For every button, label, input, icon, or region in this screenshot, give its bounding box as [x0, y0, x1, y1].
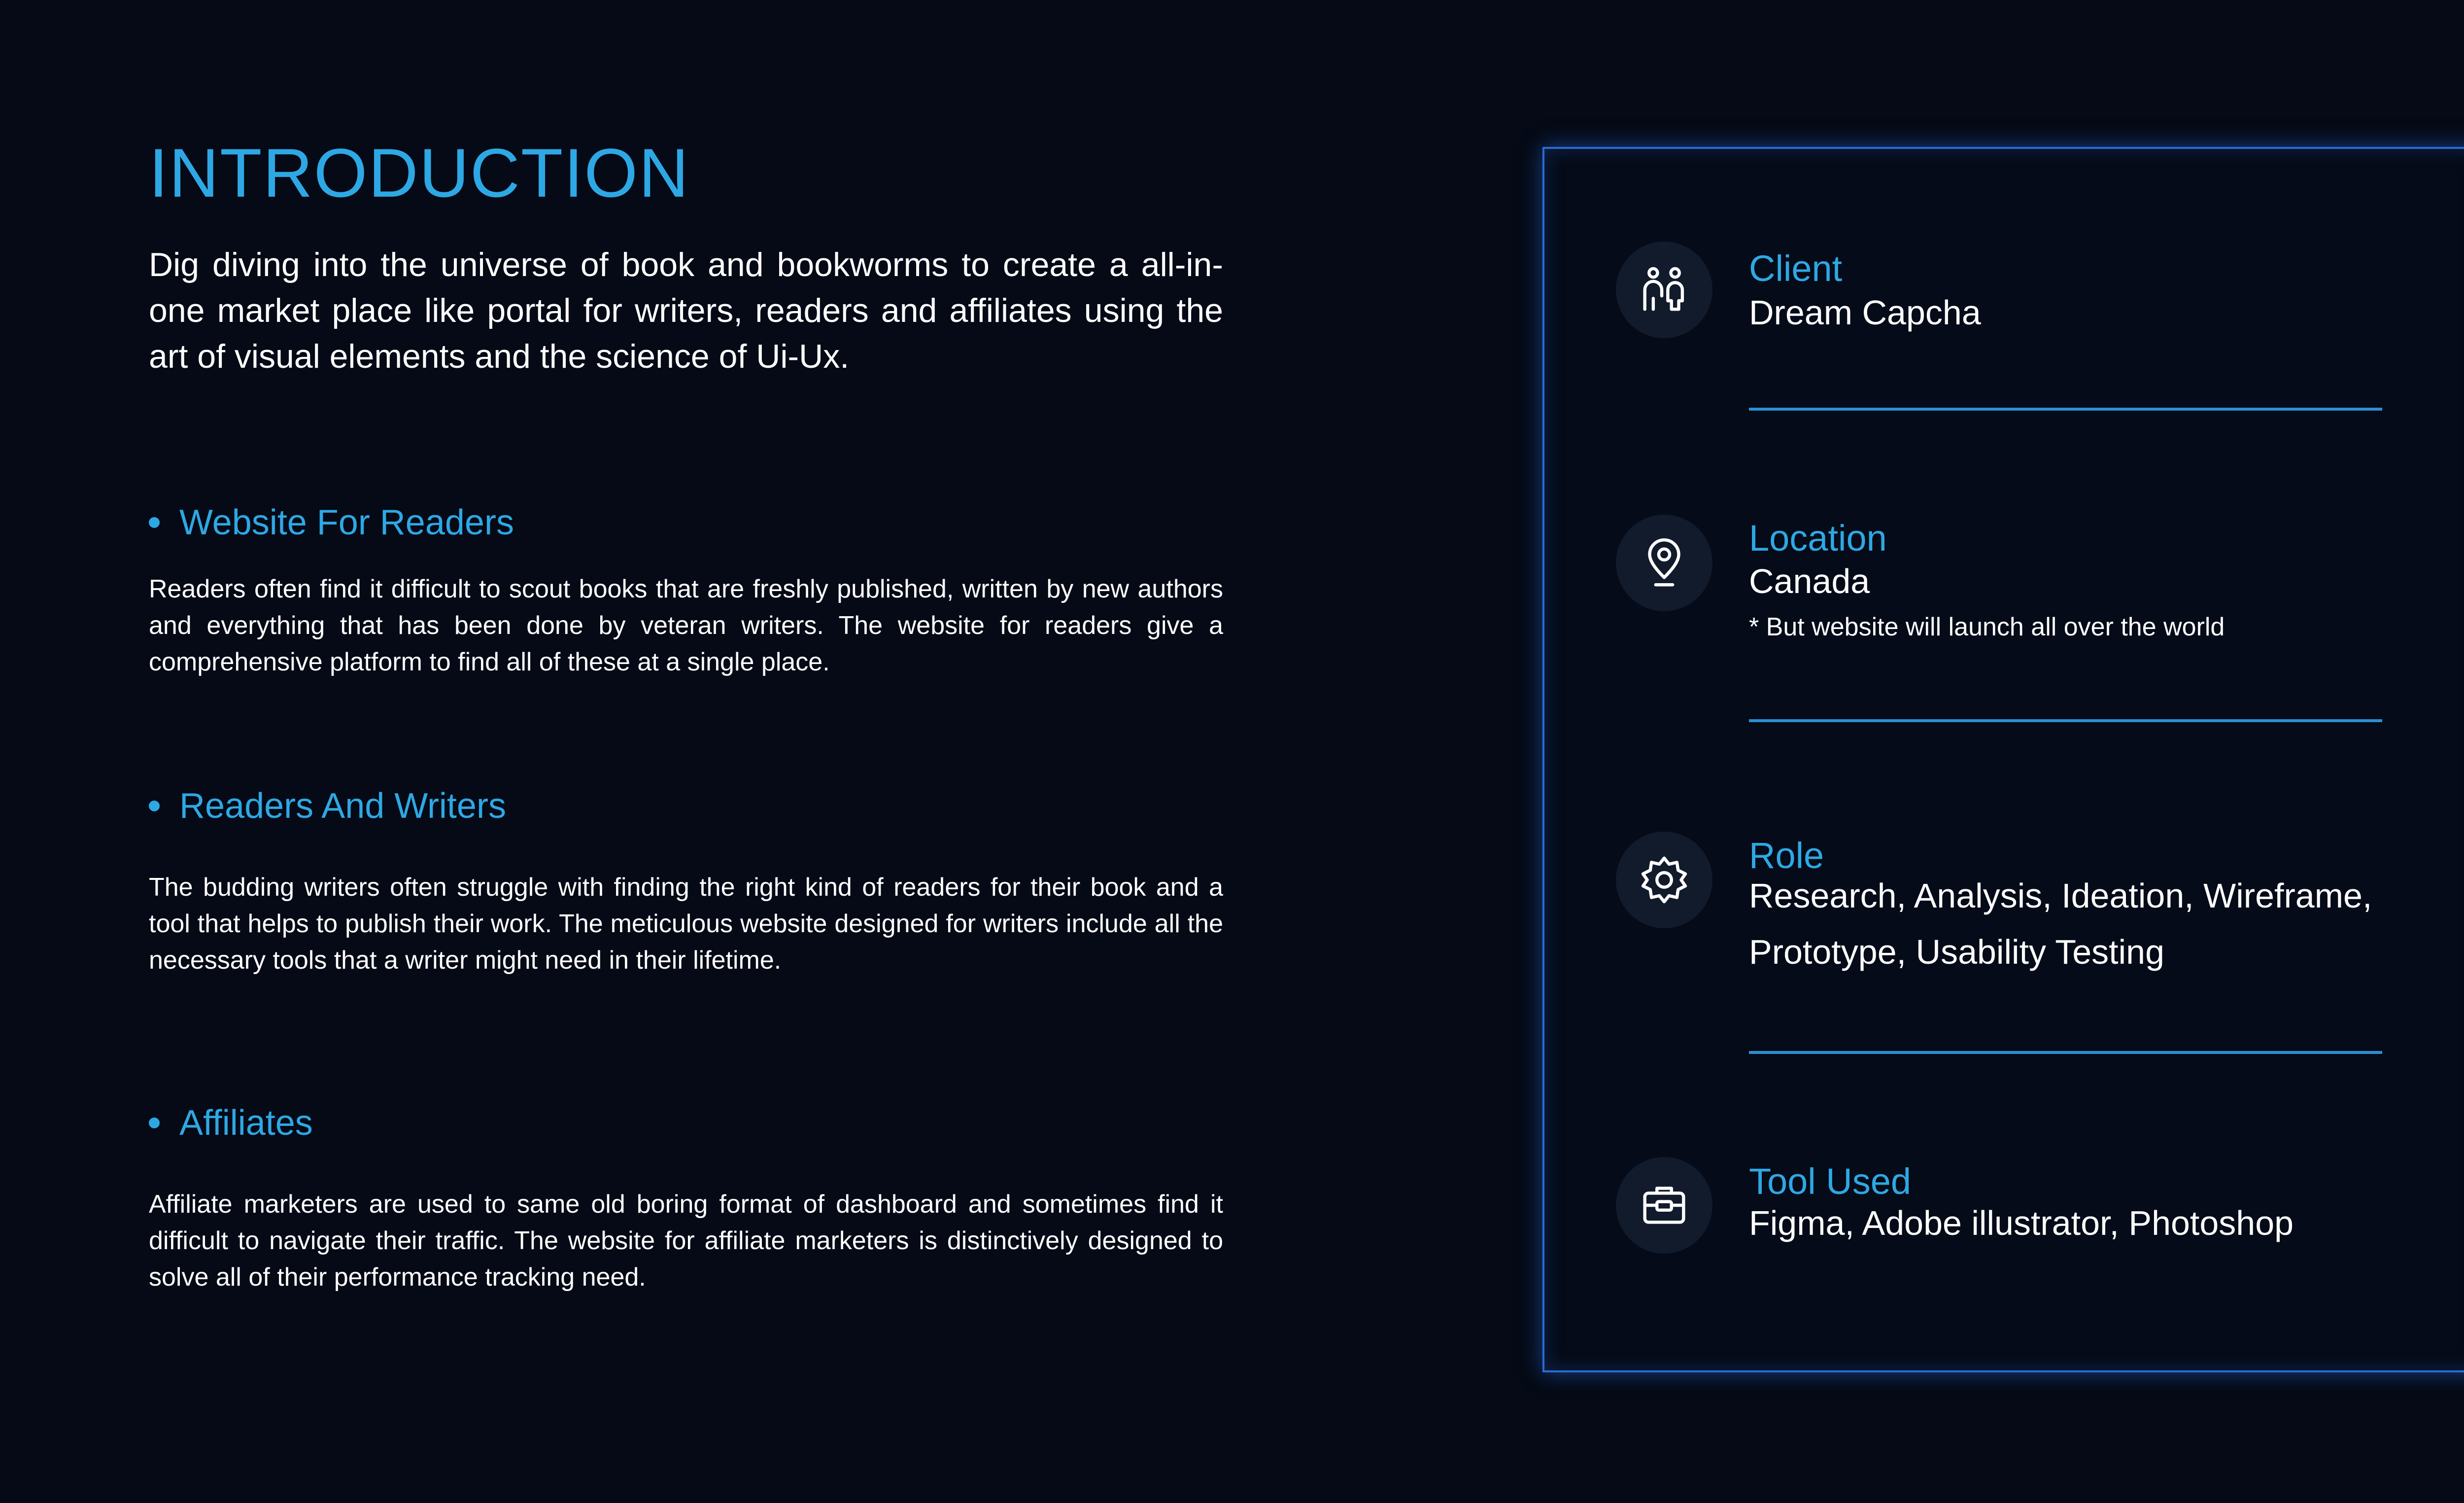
section-heading — [149, 781, 1223, 831]
section-heading — [149, 498, 1223, 547]
location-pin-icon — [1616, 515, 1712, 611]
section-affiliates — [149, 1098, 1223, 1295]
bullet-dot-icon — [149, 1118, 160, 1128]
section-title: Website For Readers — [179, 503, 514, 542]
divider — [1749, 1051, 2382, 1054]
tools-value: Figma, Adobe illustrator, Photoshop — [1749, 1204, 2294, 1242]
client-value: Dream Capcha — [1749, 293, 1981, 332]
tools-label: Tool Used — [1749, 1161, 1912, 1202]
section-title: Affiliates — [179, 1103, 313, 1143]
location-label: Location — [1749, 518, 1887, 559]
section-body: Affiliate marketers are used to same old boring format of dashboard and sometimes find it difficult to navigate their traffic. The website for affiliate marketers is distinctively designed to solve all of their performance tracking need. — [149, 1190, 1223, 1292]
section-readers-and-writers — [149, 781, 1223, 979]
divider — [1749, 719, 2382, 722]
location-note: * But website will launch all over the world — [1749, 613, 2225, 641]
role-value: Research, Analysis, Ideation, Wireframe, Prototype, Usability Testing — [1749, 876, 2372, 971]
intro-lead-text: Dig diving into the universe of book and bookworms to create a all-in-one market place like portal for writers, readers and affiliates using the art of visual elements and the science of Ui-Ux. — [149, 246, 1223, 375]
role-label: Role — [1749, 835, 1824, 876]
project-info-card — [1542, 147, 2464, 1372]
people-icon — [1616, 242, 1712, 338]
introduction-block — [149, 133, 1223, 380]
gear-icon — [1616, 832, 1712, 928]
location-value: Canada — [1749, 562, 1870, 600]
section-body: The budding writers often struggle with finding the right kind of readers for their book and a tool that helps to publish their work. The meticulous website designed for writers include all the necessary tools that a writer might need in their lifetime. — [149, 873, 1223, 975]
section-website-for-readers — [149, 498, 1223, 680]
section-heading — [149, 1098, 1223, 1148]
toolbox-icon — [1616, 1157, 1712, 1254]
client-label: Client — [1749, 248, 1843, 289]
bullet-dot-icon — [149, 517, 160, 528]
divider — [1749, 408, 2382, 411]
section-body: Readers often find it difficult to scout books that are freshly published, written by new authors and everything that has been done by veteran writers. The website for readers give a comprehensive platform to find all of these at a single place. — [149, 575, 1223, 676]
bullet-dot-icon — [149, 801, 160, 811]
page-title: INTRODUCTION — [149, 134, 690, 211]
section-title: Readers And Writers — [179, 786, 506, 826]
